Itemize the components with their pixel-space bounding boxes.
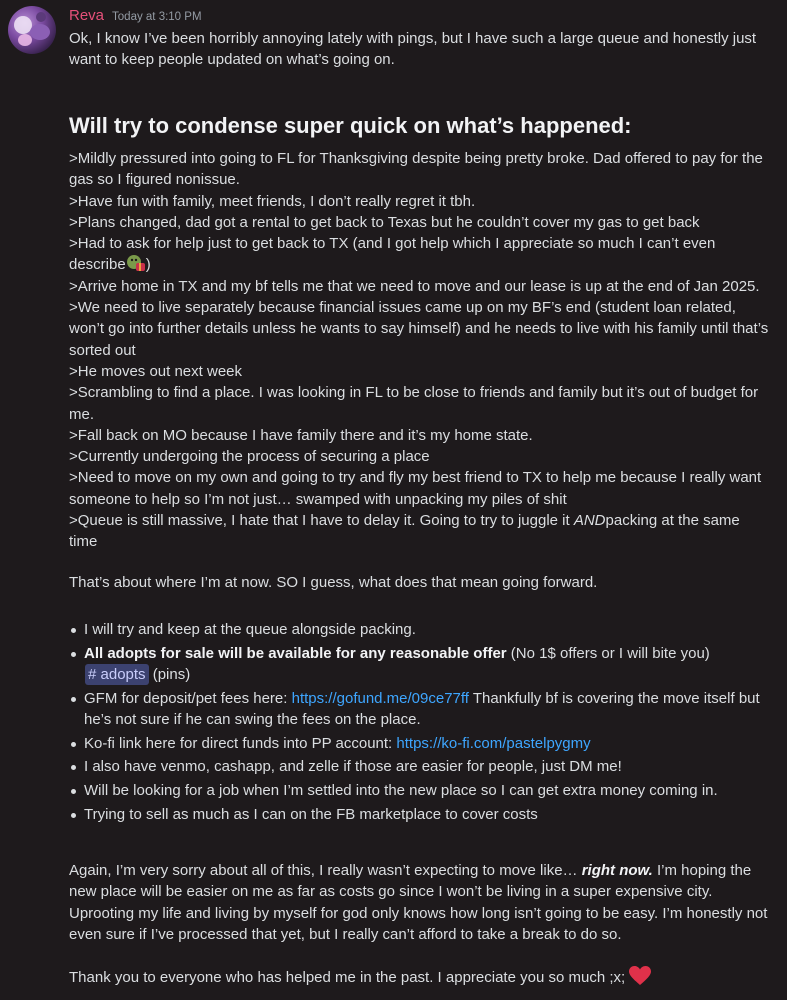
channel-mention-adopts[interactable]: # adopts xyxy=(85,664,149,685)
bullet-text: (No 1$ offers or I will bite you) xyxy=(506,644,710,662)
bullet-list xyxy=(69,619,769,825)
bullet-text: I will try and keep at the queue alongside packing. xyxy=(84,621,416,638)
bullet-bold-text: All adopts for sale will be available for any reasonable offer xyxy=(84,644,507,662)
list-item xyxy=(69,733,769,754)
line-12 xyxy=(69,510,769,553)
thanks-text xyxy=(69,966,769,988)
list-item xyxy=(69,804,769,825)
closing-text xyxy=(69,860,769,945)
line-7: >He moves out next week xyxy=(69,362,243,380)
line-5: >Arrive home in TX and my bf tells me that we need to move and our lease is up at the end of Jan 2025. xyxy=(69,277,760,295)
kofi-link[interactable]: https://ko-fi.com/pastelpygmy xyxy=(396,734,591,752)
list-item xyxy=(69,643,769,686)
line-8: >Scrambling to find a place. I was looking in FL to be close to friends and family but it’s out of budget for me. xyxy=(69,384,759,423)
line-9: >Fall back on MO because I have family there and it’s my home state. xyxy=(69,426,533,444)
line-4-close: ) xyxy=(145,256,151,274)
closing-emphasis: right now. xyxy=(581,862,653,879)
bullet-text: Thankfully bf is covering the move itself but he’s not sure if he can swing the fees on the place. xyxy=(84,689,760,728)
closing-text-start: Again, I’m very sorry about all of this, I really wasn’t expecting to move like… xyxy=(69,862,582,879)
thanks-line: Thank you to everyone who has helped me in the past. I appreciate you so much ;x; xyxy=(69,969,626,986)
list-item xyxy=(69,619,769,640)
line-3: >Plans changed, dad got a rental to get back to Texas but he couldn’t cover my gas to get back xyxy=(69,213,700,231)
line-10: >Currently undergoing the process of securing a place xyxy=(69,448,430,466)
line-12-text: >Queue is still massive, I hate that I have to delay it. Going to try to juggle it xyxy=(69,512,574,530)
bullet-text: Will be looking for a job when I’m settled into the new place so I can get extra money coming in. xyxy=(84,782,718,800)
bullet-list-container xyxy=(69,619,769,827)
line-4 xyxy=(69,233,769,276)
transition-text xyxy=(69,572,769,593)
intro-paragraph: Ok, I know I’ve been horribly annoying lately with pings, but I have such a large queue and honestly just want to keep people updated on what’s going on. xyxy=(69,30,757,69)
bullet-text: I also have venmo, cashapp, and zelle if those are easier for people, just DM me! xyxy=(84,758,622,776)
gofundme-link[interactable]: https://gofund.me/09ce77ff xyxy=(291,689,469,707)
message-header xyxy=(69,7,202,27)
line-4-text: >Had to ask for help just to get back to TX (and I got help which I appreciate so much I can’t even describe xyxy=(69,235,716,274)
closing-text-end: I’m hoping the new place will be easier on me as far as costs go since I won’t be living in a super expensive city. Uprooting my life and living by myself for god only knows how long isn’t going to be easy. I’m honestly not even sure if I’ve processed that yet, but I really can’t afford to take a break to do so. xyxy=(69,862,768,943)
list-item xyxy=(69,688,769,731)
timestamp[interactable]: Today at 3:10 PM xyxy=(112,11,202,23)
heart-emoji-icon[interactable] xyxy=(629,966,651,986)
list-item xyxy=(69,780,769,801)
bullet-text: Ko-fi link here for direct funds into PP account: xyxy=(84,734,397,752)
line-12-emphasis: AND xyxy=(573,512,606,530)
line-1: >Mildly pressured into going to FL for Thanksgiving despite being pretty broke. Dad offered to pay for the gas so I figured nonissue. xyxy=(69,150,763,189)
bullet-text: (pins) xyxy=(148,665,191,683)
line-6: >We need to live separately because financial issues came up on my BF’s end (student loan related, won’t go into further details unless he wants to say himself) and he needs to live with his family until that’s sorted out xyxy=(69,299,769,359)
list-item xyxy=(69,756,769,777)
closing-paragraph xyxy=(69,860,769,945)
bullet-text: Trying to sell as much as I can on the FB marketplace to cover costs xyxy=(84,805,538,823)
intro-text xyxy=(69,28,769,71)
line-12-end: packing at the same time xyxy=(69,512,740,551)
bullet-text: GFM for deposit/pet fees here: xyxy=(84,689,292,707)
timeline-lines xyxy=(69,148,769,553)
section-heading: Will try to condense super quick on what’s happened: xyxy=(69,113,632,138)
hugging-emoji-icon[interactable] xyxy=(126,254,146,272)
transition-paragraph: That’s about where I’m at now. SO I guess, what does that mean going forward. xyxy=(69,574,598,591)
thanks-paragraph xyxy=(69,966,769,988)
line-11: >Need to move on my own and going to try and fly my best friend to TX to help me because I really want someone to help so I’m not just… swamped with unpacking my piles of shit xyxy=(69,469,762,508)
username[interactable]: Reva xyxy=(69,7,105,24)
avatar[interactable] xyxy=(8,6,56,54)
line-2: >Have fun with family, meet friends, I don’t really regret it tbh. xyxy=(69,192,476,210)
